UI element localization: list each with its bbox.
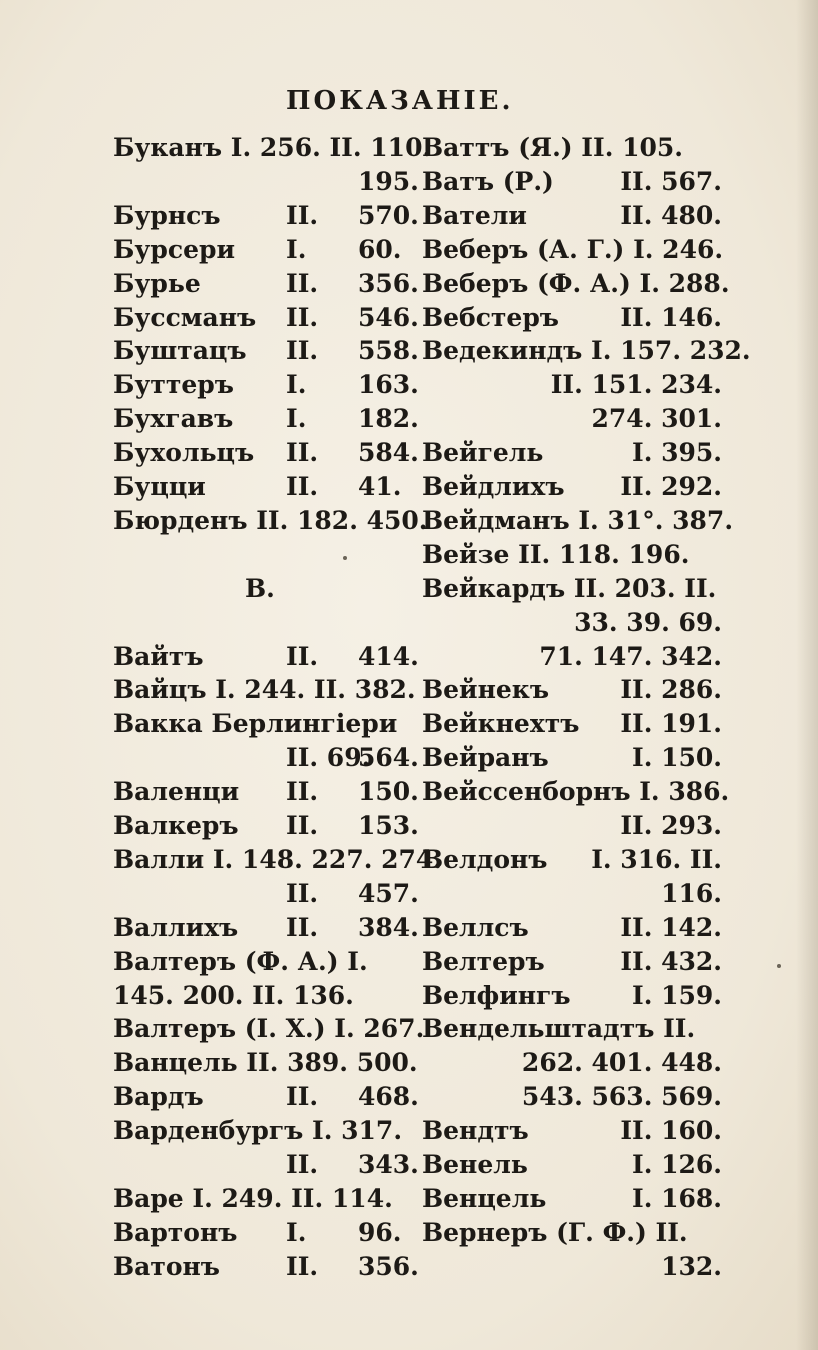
entry-right-pages: II. 191. — [620, 709, 722, 738]
index-line — [0, 642, 818, 678]
index-line — [0, 269, 818, 305]
entry-left-page: 182. — [358, 404, 419, 433]
entry-left: Бухгавъ — [113, 404, 234, 433]
entry-left: Вайтъ — [113, 642, 204, 671]
entry-left-volume: II. — [286, 1252, 319, 1281]
entry-right: Вендтъ — [422, 1116, 529, 1145]
entry-right-pages: I. 316. II. — [591, 845, 722, 874]
entry-left: Валтеръ (Ф. А.) I. — [113, 947, 368, 976]
index-line — [0, 845, 818, 881]
entry-left: Валтеръ (I. X.) I. 267. — [113, 1014, 425, 1043]
entry-right: Велтеръ — [422, 947, 545, 976]
entry-right: Вейдлихъ — [422, 472, 565, 501]
entry-left-page: 195. — [358, 167, 419, 196]
entry-right: Ватъ (Р.) — [422, 167, 554, 196]
entry-right: Веберъ (А. Г.) I. 246. — [422, 235, 724, 264]
entry-left: Ватонъ — [113, 1252, 220, 1281]
entry-right: Веберъ (Ф. А.) I. 288. — [422, 269, 730, 298]
entry-left-page: 163. — [358, 370, 419, 399]
entry-right-pages: 116. — [661, 879, 722, 908]
entry-left: Варденбургъ I. 317. — [113, 1116, 403, 1145]
index-line — [0, 167, 818, 203]
entry-right: Велфингъ — [422, 981, 571, 1010]
index-line — [0, 1252, 818, 1288]
index-line — [0, 303, 818, 339]
entry-right-pages: 71. 147. 342. — [539, 642, 722, 671]
index-line — [0, 709, 818, 745]
index-line — [0, 235, 818, 271]
entry-left-volume: II. — [286, 303, 319, 332]
entry-right: Велдонъ — [422, 845, 548, 874]
entry-right: Вейкардъ II. 203. II. — [422, 574, 717, 603]
index-line — [0, 743, 818, 779]
entry-left-page: 558. — [358, 336, 419, 365]
entry-right-pages: II. 160. — [620, 1116, 722, 1145]
entry-right: Вебстеръ — [422, 303, 559, 332]
index-line — [0, 608, 818, 644]
entry-left-volume: II. — [286, 472, 319, 501]
entry-right-pages: I. 168. — [632, 1184, 722, 1213]
entry-right-pages: II. 292. — [620, 472, 722, 501]
entry-left-volume: II. — [286, 1082, 319, 1111]
entry-right: Вейдманъ I. 31°. 387. — [422, 506, 734, 535]
index-line — [0, 574, 818, 610]
entry-left-volume: II. — [286, 913, 319, 942]
index-line — [0, 879, 818, 915]
entry-left: Буканъ I. 256. II. 110. — [113, 133, 432, 162]
index-line — [0, 540, 818, 576]
entry-right-pages: 33. 39. 69. — [574, 608, 722, 637]
index-line — [0, 201, 818, 237]
entry-right-pages: II. 567. — [620, 167, 722, 196]
index-line — [0, 1014, 818, 1050]
entry-right: Вейссенборнъ I. 386. — [422, 777, 730, 806]
entry-right: Венель — [422, 1150, 528, 1179]
entry-left-volume: II. — [286, 811, 319, 840]
entry-left: Варе I. 249. II. 114. — [113, 1184, 393, 1213]
index-line — [0, 1116, 818, 1152]
entry-left-volume: II. — [286, 438, 319, 467]
entry-right: Вейгель — [422, 438, 544, 467]
entry-right-pages: II. 142. — [620, 913, 722, 942]
index-line — [0, 370, 818, 406]
entry-left-volume: I. — [286, 235, 307, 264]
entry-left: Вакка Берлингіери — [113, 709, 398, 738]
entry-left-volume: II. — [286, 269, 319, 298]
entry-right-pages: 274. 301. — [591, 404, 722, 433]
entry-left-volume: II. — [286, 777, 319, 806]
entry-left-volume: I. — [286, 404, 307, 433]
entry-right-pages: II. 480. — [620, 201, 722, 230]
index-line — [0, 438, 818, 474]
section-letter: В. — [245, 574, 275, 603]
index-line — [0, 675, 818, 711]
index-line — [0, 404, 818, 440]
entry-left-volume: II. — [286, 642, 319, 671]
entry-left-page: 150. — [358, 777, 419, 806]
entry-right: Ваттъ (Я.) II. 105. — [422, 133, 683, 162]
entry-left: Буцци — [113, 472, 206, 501]
entry-right-pages: II. 432. — [620, 947, 722, 976]
entry-left: Буштацъ — [113, 336, 247, 365]
entry-left-page: 457. — [358, 879, 419, 908]
page-header: ПОКАЗАНІЕ. — [286, 86, 514, 116]
index-line — [0, 811, 818, 847]
entry-left: Ванцель II. 389. 500. — [113, 1048, 418, 1077]
stray-dot — [777, 964, 781, 968]
entry-left: Вайцъ I. 244. II. 382. — [113, 675, 416, 704]
entry-right: Вернеръ (Г. Ф.) II. — [422, 1218, 688, 1247]
index-line — [0, 133, 818, 169]
entry-left: Бухольцъ — [113, 438, 255, 467]
entry-left: Бурье — [113, 269, 201, 298]
stray-dot — [343, 556, 347, 560]
index-line — [0, 913, 818, 949]
entry-right-pages: II. 286. — [620, 675, 722, 704]
entry-left: Вартонъ — [113, 1218, 238, 1247]
entry-right-pages: 543. 563. 569. — [521, 1082, 722, 1111]
index-line — [0, 506, 818, 542]
index-line — [0, 1082, 818, 1118]
entry-right-pages: II. 293. — [620, 811, 722, 840]
entry-left: Вардъ — [113, 1082, 204, 1111]
entry-left-volume: I. — [286, 1218, 307, 1247]
entry-left: Валкеръ — [113, 811, 239, 840]
entry-left-page: 570. — [358, 201, 419, 230]
entry-right: Вейкнехтъ — [422, 709, 580, 738]
entry-left-volume: II. — [286, 879, 319, 908]
entry-left-page: 384. — [358, 913, 419, 942]
entry-right-pages: II. 146. — [620, 303, 722, 332]
entry-left: Бурнсъ — [113, 201, 221, 230]
index-line — [0, 472, 818, 508]
entry-right: Вейнекъ — [422, 675, 550, 704]
entry-left: Буссманъ — [113, 303, 257, 332]
index-line — [0, 336, 818, 372]
entry-left-volume: II. — [286, 1150, 319, 1179]
entry-right-pages: 262. 401. 448. — [521, 1048, 722, 1077]
entry-right: Ватели — [422, 201, 527, 230]
entry-left-page: 468. — [358, 1082, 419, 1111]
entry-right: Веллсъ — [422, 913, 529, 942]
entry-left: Буттеръ — [113, 370, 234, 399]
entry-left-volume: II. — [286, 201, 319, 230]
index-line — [0, 1150, 818, 1186]
entry-left-page: 41. — [358, 472, 402, 501]
entry-left-page: 546. — [358, 303, 419, 332]
entry-left-page: 356. — [358, 269, 419, 298]
entry-right-pages: I. 126. — [632, 1150, 722, 1179]
entry-right: Ведекиндъ I. 157. 232. — [422, 336, 751, 365]
index-line — [0, 981, 818, 1017]
entry-left: Валлихъ — [113, 913, 239, 942]
entry-left-volume: I. — [286, 370, 307, 399]
entry-left-page: 414. — [358, 642, 419, 671]
index-line — [0, 1184, 818, 1220]
entry-left-page: 96. — [358, 1218, 402, 1247]
entry-left-page: 584. — [358, 438, 419, 467]
index-line — [0, 777, 818, 813]
entry-left: Валли I. 148. 227. 274. — [113, 845, 443, 874]
entry-right-pages: I. 159. — [632, 981, 722, 1010]
entry-right-pages: I. 395. — [632, 438, 722, 467]
entry-right: Вейзе II. 118. 196. — [422, 540, 690, 569]
entry-left: Валенци — [113, 777, 240, 806]
entry-right: Вендельштадтъ II. — [422, 1014, 696, 1043]
entry-right: Венцель — [422, 1184, 547, 1213]
index-line — [0, 947, 818, 983]
entry-right-pages: I. 150. — [632, 743, 722, 772]
index-line — [0, 1048, 818, 1084]
entry-left-page: 356. — [358, 1252, 419, 1281]
entry-left-page: 60. — [358, 235, 402, 264]
entry-left-page: 343. — [358, 1150, 419, 1179]
entry-left: 145. 200. II. 136. — [113, 981, 354, 1010]
entry-right-pages: II. 151. 234. — [550, 370, 722, 399]
index-line — [0, 1218, 818, 1254]
entry-left: Бюрденъ II. 182. 450. — [113, 506, 428, 535]
entry-right: Вейранъ — [422, 743, 549, 772]
entry-left-page: 564. — [358, 743, 419, 772]
entry-left: Бурсери — [113, 235, 235, 264]
entry-left-volume: II. — [286, 336, 319, 365]
entry-left-volume: II. 69. — [286, 743, 371, 772]
entry-left-page: 153. — [358, 811, 419, 840]
entry-right-pages: 132. — [661, 1252, 722, 1281]
